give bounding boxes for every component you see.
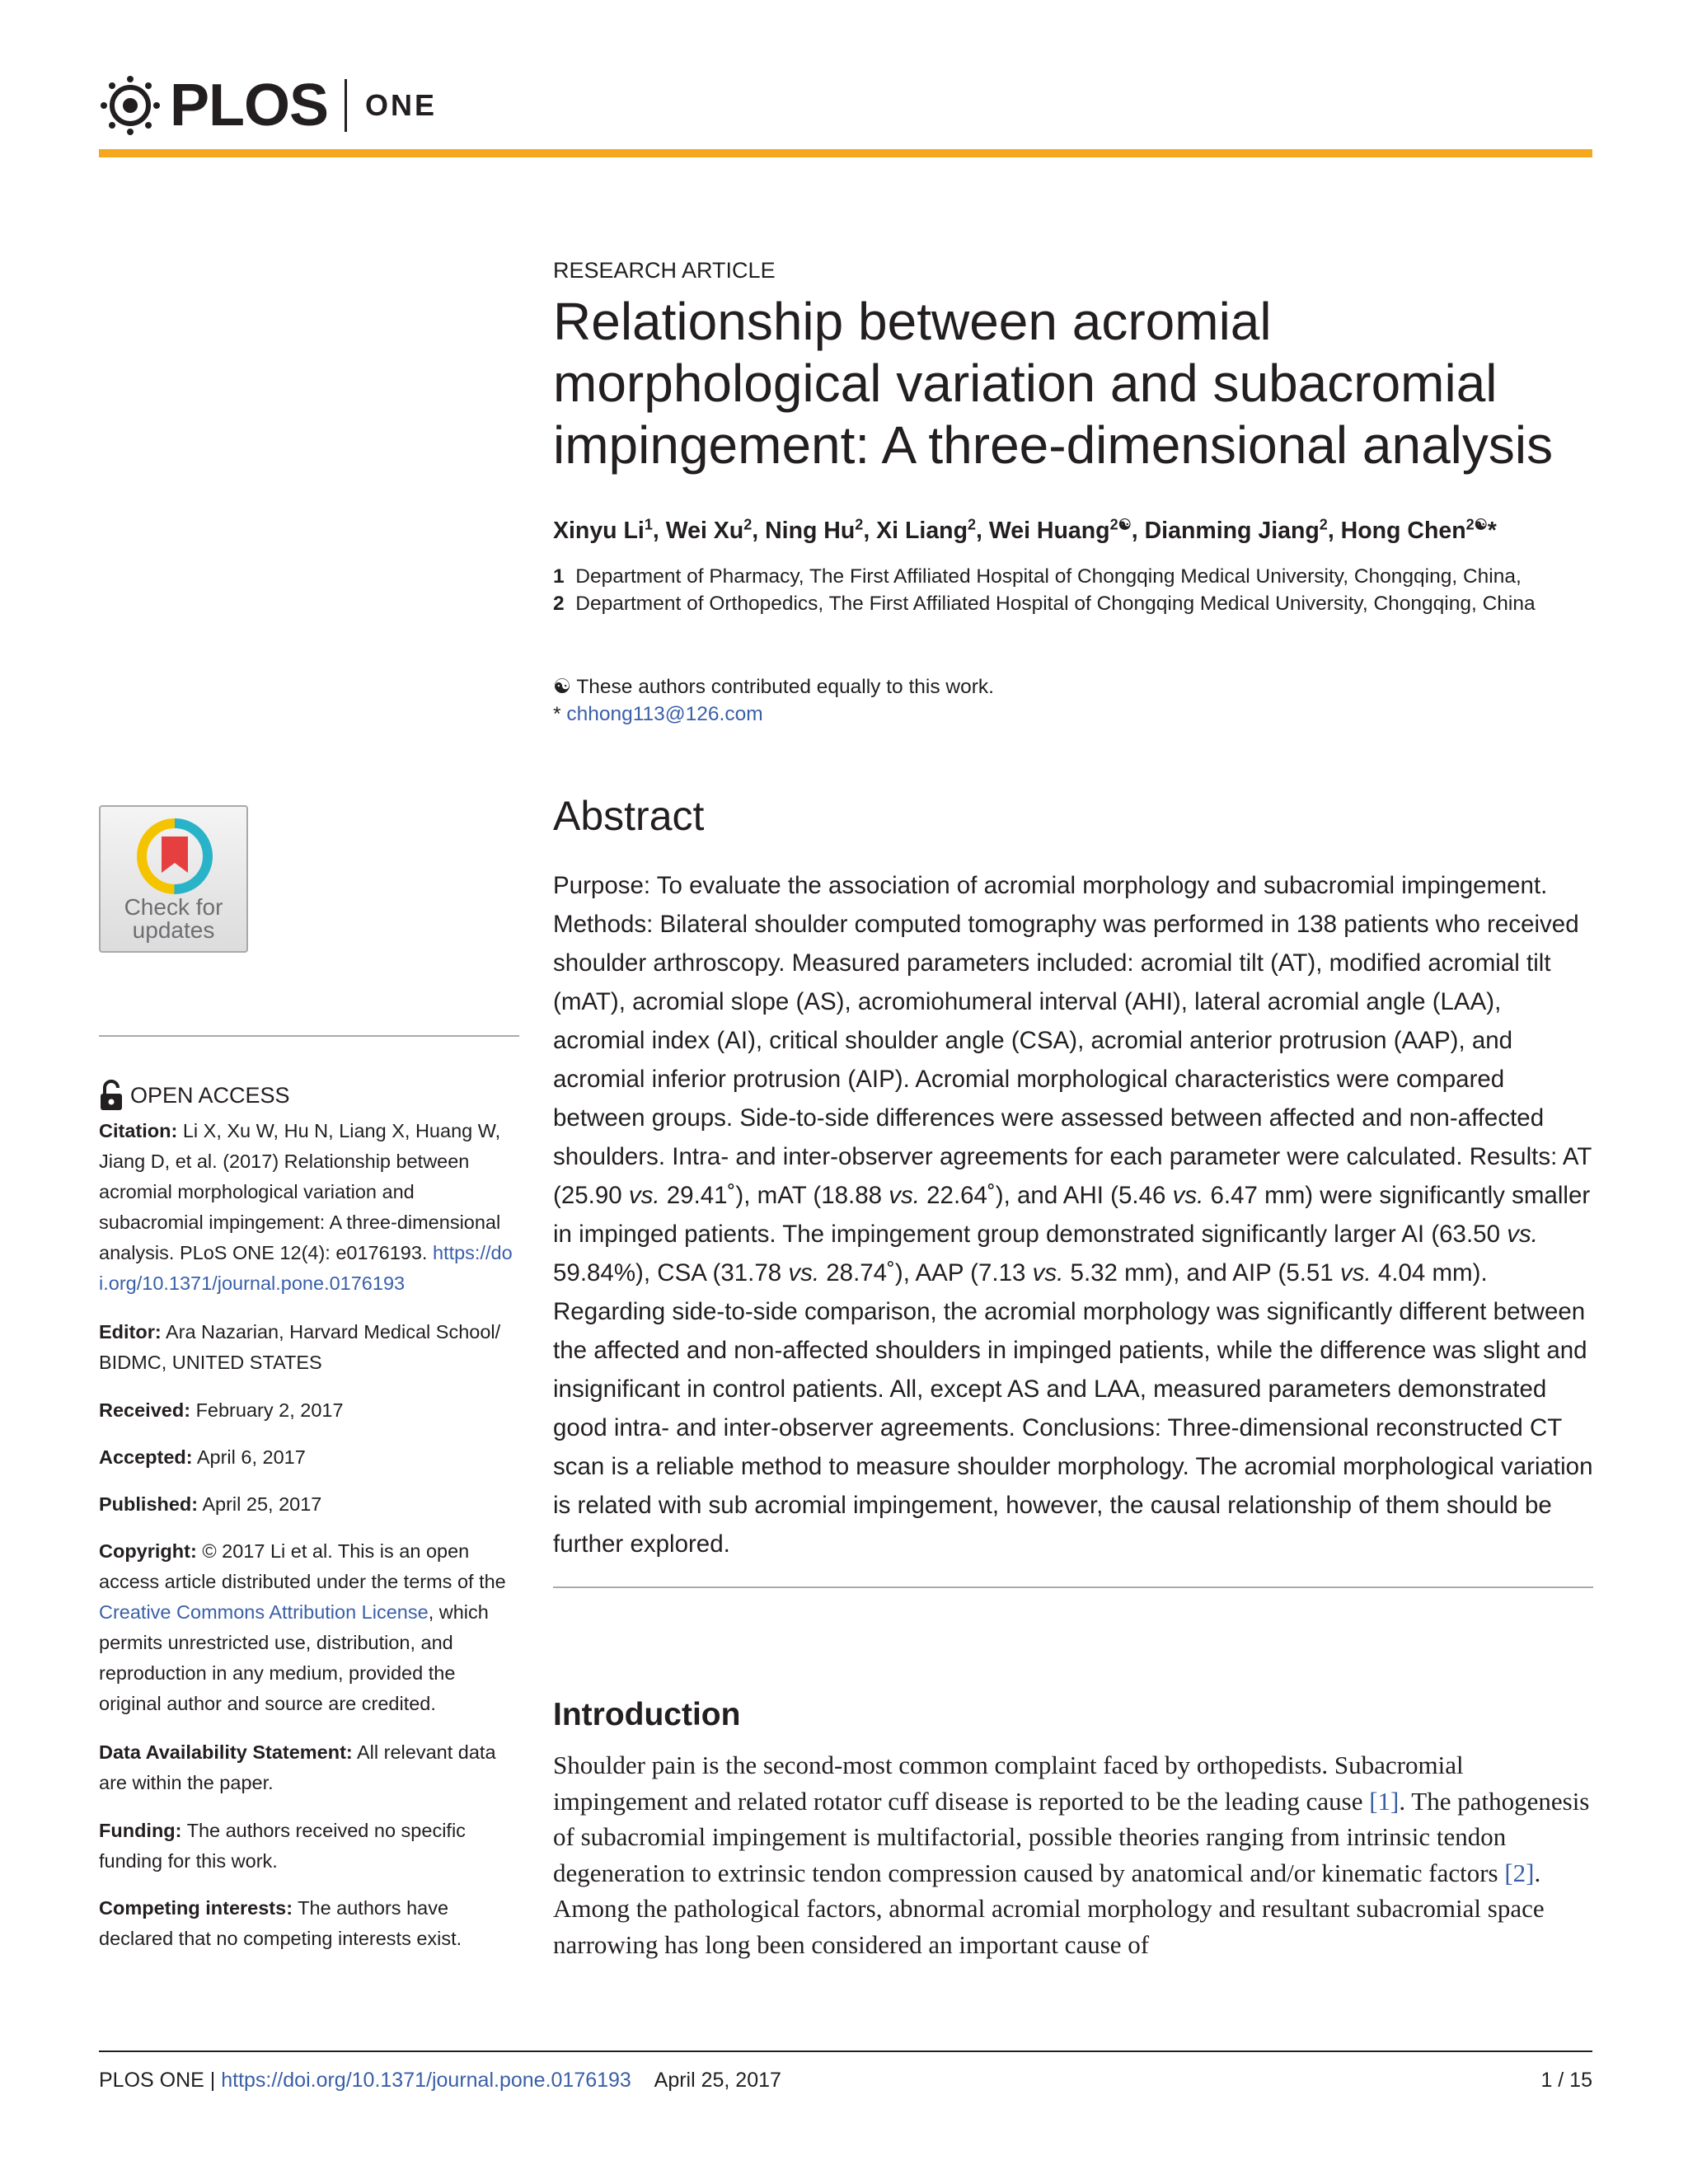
citation-doi-link[interactable]: https://doi.org/10.1371/journal.pone.0176193 <box>99 1242 513 1294</box>
check-updates-label: Check for updates <box>124 894 223 943</box>
published-block: Published: April 25, 2017 <box>99 1493 322 1515</box>
open-access <box>99 1080 290 1111</box>
check-for-updates-badge[interactable] <box>99 805 248 953</box>
reference-link[interactable]: [1] <box>1369 1786 1400 1816</box>
author-notes <box>553 673 1593 728</box>
abstract-rule <box>553 1586 1593 1588</box>
correspondence: * chhong113@126.com <box>553 703 763 725</box>
sidebar-rule <box>99 1035 519 1037</box>
citation-block: Citation: Li X, Xu W, Hu N, Liang X, Huang W, Jiang D, et al. (2017) Relationship between acromial morphological variation and subacromial impingement: A three-dimensional analysis. PLoS ONE 12(4): e0176193. https://doi.org/10.1371/journal.pone.0176193 <box>99 1120 513 1294</box>
email-link[interactable]: chhong113@126.com <box>566 703 763 725</box>
author[interactable]: Dianming Jiang$^2$ <box>1144 516 1328 544</box>
author[interactable]: Xi Liang$^2$ <box>876 516 977 544</box>
competing-interests-block: Competing interests: The authors have declared that no competing interests exist. <box>99 1897 462 1949</box>
affiliations <box>553 563 1593 617</box>
introduction-text: Shoulder pain is the second-most common complaint faced by orthopedists. Subacromial impingement and related rotator cuff disease is reported to be the leading cause [1]. The pathogenesis of subacromial impingement is multifactorial, possible theories ranging from intrinsic tendon degeneration to extrinsic tendon compression caused by anatomical and/or kinematic factors [2]. Among the pathological factors, abnormal acromial morphology and resultant subacromial space narrowing has long been considered an important cause of <box>553 1750 1590 1959</box>
plos-logo-one: ONE <box>365 88 438 122</box>
logo-separator <box>345 79 347 132</box>
reference-link[interactable]: [2] <box>1504 1858 1535 1887</box>
article-type: RESEARCH ARTICLE <box>553 258 776 283</box>
author-list: Xinyu Li$^1$, Wei Xu$^2$, Ning Hu$^2$, Xi Liang$^2$, Wei Huang$^{2☯}$, Dianming Jiang$^2$, Hong Chen$^{2☯}$* <box>553 516 1497 544</box>
author[interactable]: Hong Chen$^{2☯}$* <box>1340 516 1497 544</box>
plos-logo-icon <box>97 76 163 135</box>
affiliation: 2 Department of Orthopedics, The First Affiliated Hospital of Chongqing Medical University, Chongqing, China <box>553 593 1536 615</box>
equal-contribution-note: ☯ These authors contributed equally to this work. <box>553 676 994 698</box>
header-rule <box>99 149 1592 157</box>
open-lock-icon <box>99 1080 124 1111</box>
check-updates-icon <box>137 818 213 894</box>
footer-rule <box>99 2050 1592 2052</box>
data-availability-block: Data Availability Statement: All relevant data are within the paper. <box>99 1741 496 1793</box>
page-number: 1 / 15 <box>1540 2069 1592 2092</box>
article-title: Relationship between acromial morphological variation and subacromial impingement: A three-dimensional analysis <box>553 292 1554 475</box>
abstract-heading: Abstract <box>553 793 705 839</box>
page-footer <box>99 2067 1592 2093</box>
plos-logo-text: PLOS <box>170 73 329 138</box>
editor-block: Editor: Ara Nazarian, Harvard Medical School/ BIDMC, UNITED STATES <box>99 1321 501 1373</box>
footer-journal: PLOS ONE | <box>99 2069 216 2092</box>
affiliation: 1 Department of Pharmacy, The First Affiliated Hospital of Chongqing Medical University, Chongqing, China, <box>553 565 1522 588</box>
received-block: Received: February 2, 2017 <box>99 1399 344 1421</box>
accepted-block: Accepted: April 6, 2017 <box>99 1446 306 1468</box>
author[interactable]: Ning Hu$^2$ <box>765 516 864 544</box>
author[interactable]: Xinyu Li$^1$ <box>553 516 653 544</box>
plos-logo[interactable] <box>97 73 438 138</box>
footer-date: April 25, 2017 <box>654 2069 781 2092</box>
introduction-heading: Introduction <box>553 1697 741 1732</box>
creative-commons-link[interactable]: Creative Commons Attribution License <box>99 1601 429 1623</box>
author[interactable]: Wei Xu$^2$ <box>665 516 753 544</box>
author[interactable]: Wei Huang$^{2☯}$ <box>988 516 1132 544</box>
abstract-text: Purpose: To evaluate the association of acromial morphology and subacromial impingement. Methods: Bilateral shoulder computed tomography was performed in 138 patients who received shoulder arthroscopy. Measured parameters included: acromial tilt (AT), modified acromial tilt (mAT), acromial slope (AS), acromiohumeral interval (AHI), lateral acromial angle (LAA), acromial index (AI), critical shoulder angle (CSA), acromial anterior protrusion (AAP), and acromial inferior protrusion (AIP). Acromial morphological characteristics were compared between groups. Side-to-side differences were assessed between affected and non-affected shoulders. Intra- and inter-observer agreements for each parameter were calculated. Results: AT (25.90 vs. 29.41˚), mAT (18.88 vs. 22.64˚), and AHI (5.46 vs. 6.47 mm) were significantly smaller in impinged patients. The impingement group demonstrated significantly larger AI (63.50 vs. 59.84%), CSA (31.78 vs. 28.74˚), AAP (7.13 vs. 5.32 mm), and AIP (5.51 vs. 4.04 mm). Regarding side-to-side comparison, the acromial morphology was significantly different between the affected and non-affected shoulders in impinged patients, while the difference was slight and insignificant in control patients. All, except AS and LAA, measured parameters demonstrated good intra- and inter-observer agreements. Conclusions: Three-dimensional reconstructed CT scan is a reliable method to measure shoulder morphology. The acromial morphological variation is related with sub acromial impingement, however, the causal relationship of them should be further explored. <box>553 872 1593 1558</box>
footer-doi-link[interactable]: https://doi.org/10.1371/journal.pone.0176193 <box>221 2069 631 2092</box>
open-access-label: OPEN ACCESS <box>130 1082 290 1108</box>
funding-block: Funding: The authors received no specific funding for this work. <box>99 1820 466 1872</box>
copyright-block: Copyright: © 2017 Li et al. This is an open access article distributed under the terms of the Creative Commons Attribution License, which permits unrestricted use, distribution, and reproduction in any medium, provided the original author and source are credited. <box>99 1540 506 1714</box>
